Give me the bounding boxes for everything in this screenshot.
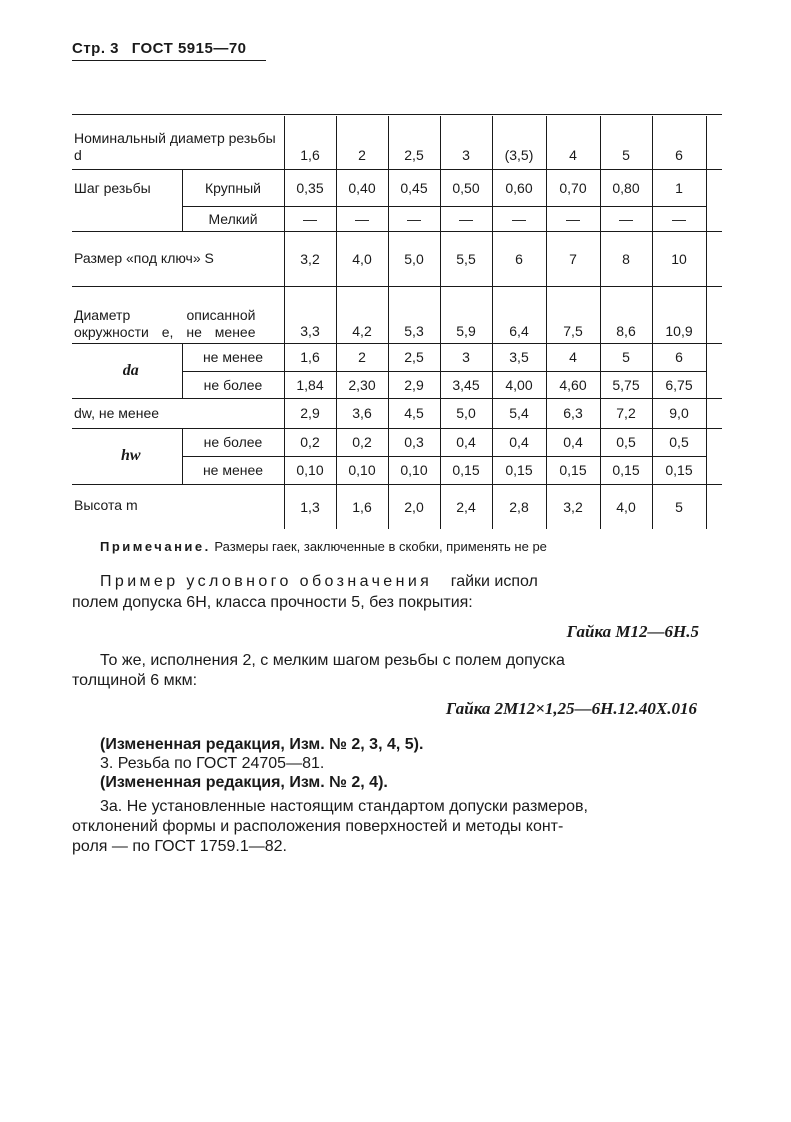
cell: 2,9 <box>284 398 336 428</box>
cell: 6 <box>492 231 546 286</box>
cell: — <box>440 206 492 231</box>
cell: 5 <box>600 116 652 169</box>
cell: 0,15 <box>492 456 546 484</box>
cell: 3,5 <box>492 343 546 371</box>
cell: 2,8 <box>492 484 546 529</box>
cell: — <box>600 206 652 231</box>
cell: 0,4 <box>546 428 600 456</box>
cell: 2 <box>336 343 388 371</box>
cell: 2,4 <box>440 484 492 529</box>
cell: 3,45 <box>440 371 492 398</box>
table-top-rule <box>72 114 722 115</box>
hw-min-label: не менее <box>182 456 284 484</box>
cell: 0,4 <box>440 428 492 456</box>
cell: 0,15 <box>652 456 706 484</box>
cell: 0,15 <box>440 456 492 484</box>
designation-1: Гайка М12—6Н.5 <box>566 622 699 641</box>
cell: 3,6 <box>336 398 388 428</box>
table-row-height <box>72 484 722 529</box>
table-row-nominal <box>72 116 722 169</box>
cell: 5 <box>600 343 652 371</box>
cell: 7 <box>546 231 600 286</box>
cell: 4,00 <box>492 371 546 398</box>
cell: 1,3 <box>284 484 336 529</box>
cell: 0,2 <box>284 428 336 456</box>
standard-number: ГОСТ 5915—70 <box>131 40 247 57</box>
cell: 0,2 <box>336 428 388 456</box>
cell: — <box>336 206 388 231</box>
cell: 2,30 <box>336 371 388 398</box>
cell: 0,15 <box>600 456 652 484</box>
cell: 0,10 <box>336 456 388 484</box>
cell: 0,3 <box>388 428 440 456</box>
pitch-label: Шаг резьбы <box>72 169 182 231</box>
cell: 0,10 <box>388 456 440 484</box>
cell: 5,3 <box>388 286 440 343</box>
cell: 2,5 <box>388 116 440 169</box>
amendment-note-1: (Измененная редакция, Изм. № 2, 3, 4, 5). <box>100 736 424 753</box>
example-line3: То же, исполнения 2, с мелким шагом резьбы с полем допуска <box>100 652 565 669</box>
table-row-da-min <box>72 343 722 371</box>
cell: 2,9 <box>388 371 440 398</box>
cell: 1,6 <box>284 116 336 169</box>
item-3: 3. Резьба по ГОСТ 24705—81. <box>100 755 325 772</box>
cell: 7,5 <box>546 286 600 343</box>
cell: 1,6 <box>284 343 336 371</box>
cell: — <box>546 206 600 231</box>
designation-2: Гайка 2М12×1,25—6Н.12.40Х.016 <box>445 699 697 718</box>
cell: 4,2 <box>336 286 388 343</box>
cell: 5,5 <box>440 231 492 286</box>
cell: 5,9 <box>440 286 492 343</box>
page-header <box>72 40 266 61</box>
da-min-label: не менее <box>182 343 284 371</box>
cell: 8,6 <box>600 286 652 343</box>
cell: 1,6 <box>336 484 388 529</box>
cell: 10 <box>652 231 706 286</box>
hw-max-label: не более <box>182 428 284 456</box>
coarse-label: Крупный <box>182 169 284 206</box>
dw-label: dw, не менее <box>72 398 284 428</box>
cell: 6 <box>652 116 706 169</box>
cell: 1 <box>652 169 706 206</box>
cell: 10,9 <box>652 286 706 343</box>
cell: 6,4 <box>492 286 546 343</box>
cell: 0,70 <box>546 169 600 206</box>
cell: 0,40 <box>336 169 388 206</box>
cell: 0,50 <box>440 169 492 206</box>
cell: — <box>492 206 546 231</box>
cell: 3 <box>440 116 492 169</box>
cell: 3,3 <box>284 286 336 343</box>
cell: 3,2 <box>284 231 336 286</box>
amendment-note-2: (Измененная редакция, Изм. № 2, 4). <box>100 774 388 791</box>
cell: 5,0 <box>388 231 440 286</box>
table-row-dw <box>72 398 722 428</box>
cell: 9,0 <box>652 398 706 428</box>
cell: 3 <box>440 343 492 371</box>
height-label: Высота m <box>72 484 284 529</box>
note-prefix: Примечание. <box>100 539 211 554</box>
cell: 0,5 <box>600 428 652 456</box>
note-text: Размеры гаек, заключенные в скобки, применять не ре <box>214 539 547 554</box>
cell: 3,2 <box>546 484 600 529</box>
cell: 4 <box>546 343 600 371</box>
example-line4: толщиной 6 мкм: <box>72 672 198 689</box>
da-label: da <box>72 343 182 398</box>
cell: 0,60 <box>492 169 546 206</box>
cell: 4 <box>546 116 600 169</box>
hw-label: hw <box>72 428 182 484</box>
cell: — <box>388 206 440 231</box>
cell: 0,4 <box>492 428 546 456</box>
example-heading-title: Пример условного обозначения <box>100 573 433 590</box>
cell: 7,2 <box>600 398 652 428</box>
item-3a-line2: отклонений формы и расположения поверхностей и методы конт- <box>72 818 564 835</box>
cell: 0,5 <box>652 428 706 456</box>
cell: 0,45 <box>388 169 440 206</box>
cell: 5,0 <box>440 398 492 428</box>
cell: 4,60 <box>546 371 600 398</box>
cell: 6,75 <box>652 371 706 398</box>
table-note <box>100 539 720 554</box>
cell: 5,75 <box>600 371 652 398</box>
cell: 0,80 <box>600 169 652 206</box>
cell: 4,0 <box>336 231 388 286</box>
wrench-size-label: Размер «под ключ» S <box>72 231 284 286</box>
cell: 8 <box>600 231 652 286</box>
cell: 5,4 <box>492 398 546 428</box>
page-number: Стр. 3 <box>72 40 120 57</box>
example-line2: полем допуска 6H, класса прочности 5, без покрытия: <box>72 594 473 611</box>
cell: (3,5) <box>492 116 546 169</box>
item-3a-line3: роля — по ГОСТ 1759.1—82. <box>72 838 287 855</box>
example-heading <box>100 573 538 591</box>
table-row-wrench-size <box>72 231 722 286</box>
cell: — <box>652 206 706 231</box>
cell: 4,5 <box>388 398 440 428</box>
cell: 0,35 <box>284 169 336 206</box>
cell: 5 <box>652 484 706 529</box>
cell: 6,3 <box>546 398 600 428</box>
cell: — <box>284 206 336 231</box>
cell: 2,5 <box>388 343 440 371</box>
example-heading-tail: гайки испол <box>450 573 538 590</box>
nominal-diameter-label: Номинальный диаметр резьбы d <box>74 130 276 164</box>
table-row-circumscribed <box>72 286 722 343</box>
table-row-coarse-pitch <box>72 169 722 206</box>
cell: 1,84 <box>284 371 336 398</box>
cell: 2,0 <box>388 484 440 529</box>
cell: 4,0 <box>600 484 652 529</box>
cell: 2 <box>336 116 388 169</box>
circumscribed-label: Диаметр описанной окружности e, не менее <box>72 286 284 343</box>
nut-dimensions-table <box>72 116 722 529</box>
table-row-hw-max <box>72 428 722 456</box>
cell: 0,15 <box>546 456 600 484</box>
cell: 0,10 <box>284 456 336 484</box>
fine-label: Мелкий <box>182 206 284 231</box>
item-3a-line1: 3а. Не установленные настоящим стандартом допуски размеров, <box>100 798 588 815</box>
cell: 6 <box>652 343 706 371</box>
da-max-label: не более <box>182 371 284 398</box>
